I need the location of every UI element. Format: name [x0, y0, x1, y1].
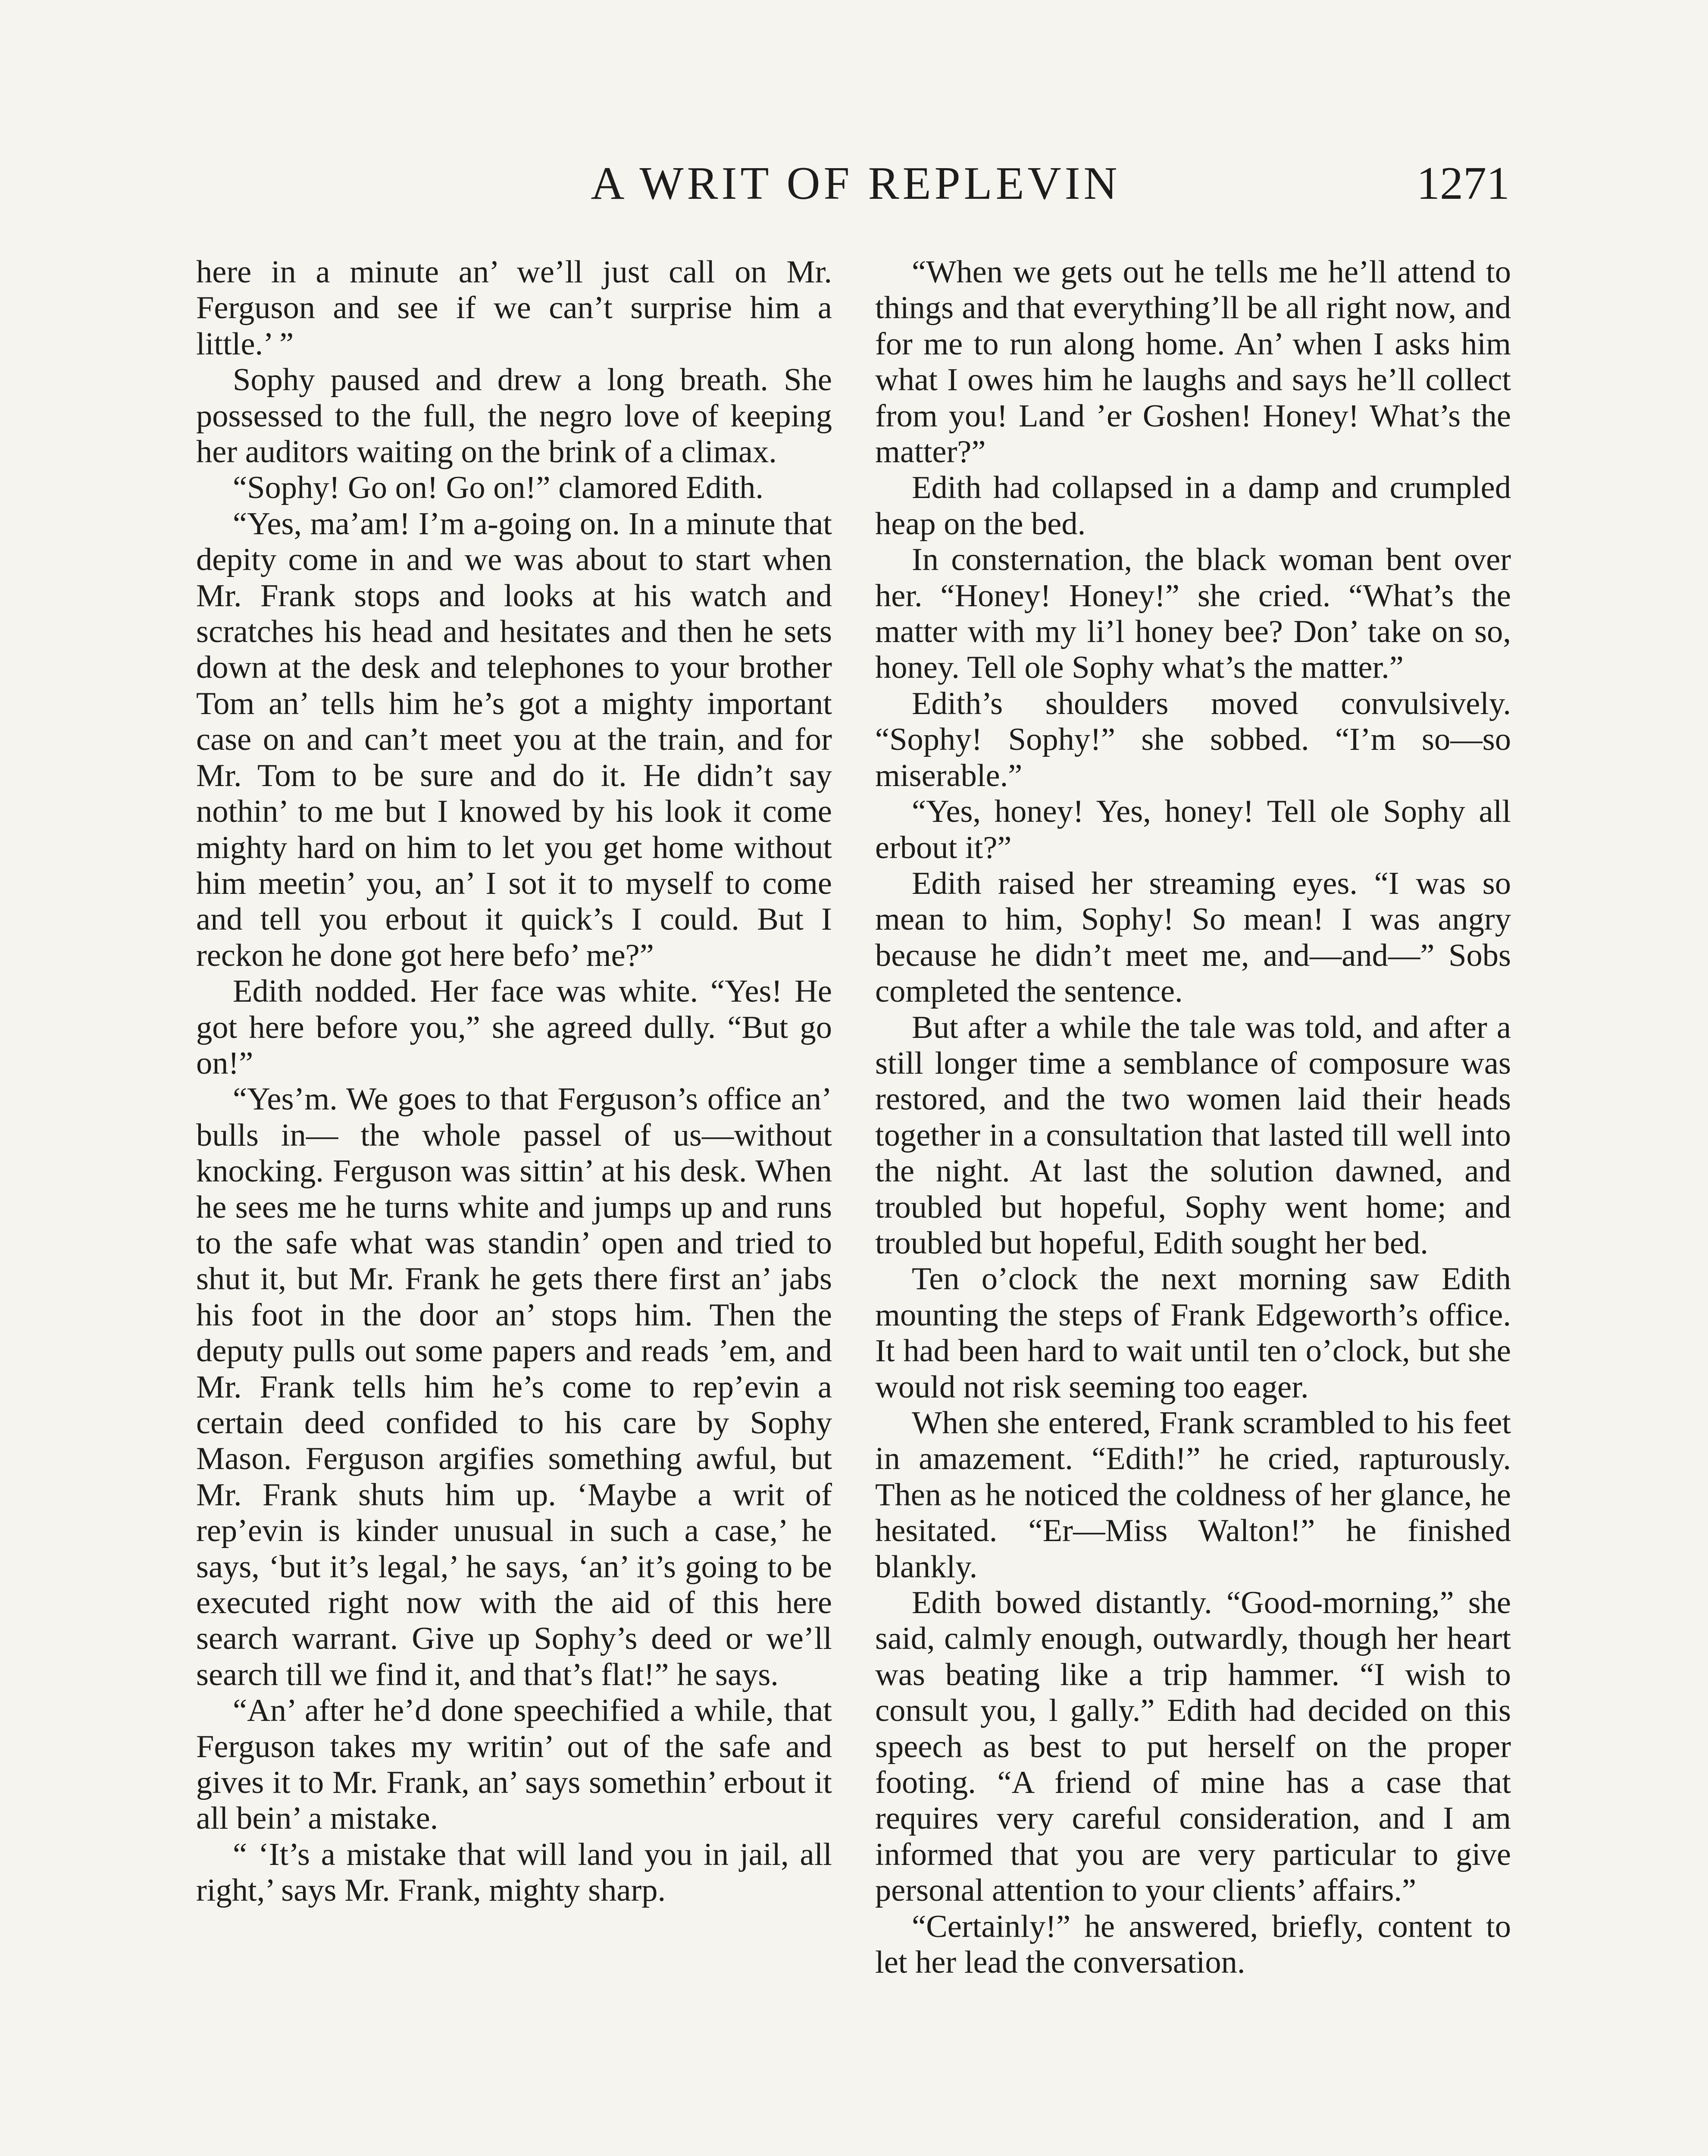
- paragraph: But after a while the tale was told, and after a still longer time a semblance of composure was restored, and the two women laid their heads together in a consultation that lasted till well into the night. At last the solution dawned, and troubled but hopeful, Sophy went home; and troubled but hopeful, Edith sought her bed.: [875, 1009, 1511, 1261]
- paragraph: here in a minute an’ we’ll just call on Mr. Ferguson and see if we can’t surprise him a little.’ ”: [196, 254, 832, 362]
- right-column: [875, 254, 1511, 1981]
- paragraph: “Yes, honey! Yes, honey! Tell ole Sophy all erbout it?”: [875, 794, 1511, 865]
- paragraph: Edith had collapsed in a damp and crumpled heap on the bed.: [875, 470, 1511, 542]
- running-title: A WRIT OF REPLEVIN: [591, 158, 1121, 209]
- paragraph: Ten o’clock the next morning saw Edith mounting the steps of Frank Edgeworth’s office. It had been hard to wait until ten o’clock, but she would not risk seeming too eager.: [875, 1261, 1511, 1405]
- left-column: [196, 254, 832, 1909]
- paragraph: Sophy paused and drew a long breath. She possessed to the full, the negro love of keeping her auditors waiting on the brink of a climax.: [196, 362, 832, 470]
- paragraph: “Yes, ma’am! I’m a-going on. In a minute that depity come in and we was about to start when Mr. Frank stops and looks at his watch and scratches his head and hesitates and then he sets down at the desk and telephones to your brother Tom an’ tells him he’s got a mighty important case on and can’t meet you at the train, and for Mr. Tom to be sure and do it. He didn’t say nothin’ to me but I knowed by his look it come mighty hard on him to let you get home without him meetin’ you, an’ I sot it to myself to come and tell you erbout it quick’s I could. But I reckon he done got here befo’ me?”: [196, 506, 832, 973]
- paragraph: In consternation, the black woman bent over her. “Honey! Honey!” she cried. “What’s the matter with my li’l honey bee? Don’ take on so, honey. Tell ole Sophy what’s the matter.”: [875, 542, 1511, 686]
- page-number: 1271: [1417, 158, 1510, 209]
- paragraph: “Yes’m. We goes to that Ferguson’s office an’ bulls in— the whole passel of us—without knocking. Ferguson was sittin’ at his desk. When he sees me he turns white and jumps up and runs to the safe what was standin’ open and tried to shut it, but Mr. Frank he gets there first an’ jabs his foot in the door an’ stops him. Then the deputy pulls out some papers and reads ’em, and Mr. Frank tells him he’s come to rep’evin a certain deed confided to his care by Sophy Mason. Ferguson argifies something awful, but Mr. Frank shuts him up. ‘Maybe a writ of rep’evin is kinder unusual in such a case,’ he says, ‘but it’s legal,’ he says, ‘an’ it’s going to be executed right now with the aid of this here search warrant. Give up Sophy’s deed or we’ll search till we find it, and that’s flat!” he says.: [196, 1081, 832, 1692]
- paragraph: “Sophy! Go on! Go on!” clamored Edith.: [233, 470, 764, 506]
- paragraph: Edith raised her streaming eyes. “I was so mean to him, Sophy! So mean! I was angry because he didn’t meet me, and—and—” Sobs completed the sentence.: [875, 865, 1511, 1009]
- paragraph: Edith’s shoulders moved convulsively. “Sophy! Sophy!” she sobbed. “I’m so—so miserable.”: [875, 686, 1511, 793]
- paragraph: “When we gets out he tells me he’ll attend to things and that everything’ll be all right now, and for me to run along home. An’ when I asks him what I owes him he laughs and says he’ll collect from you! Land ’er Goshen! Honey! What’s the matter?”: [875, 254, 1511, 470]
- paragraph: Edith nodded. Her face was white. “Yes! He got here before you,” she agreed dully. “But go on!”: [196, 974, 832, 1081]
- paragraph: Edith bowed distantly. “Good-morning,” she said, calmly enough, outwardly, though her heart was beating like a trip hammer. “I wish to consult you, l gally.” Edith had decided on this speech as best to put herself on the proper footing. “A friend of mine has a case that requires very careful consideration, and I am informed that you are very particular to give personal attention to your clients’ affairs.”: [875, 1585, 1511, 1908]
- paragraph: “ ‘It’s a mistake that will land you in jail, all right,’ says Mr. Frank, mighty sharp.: [196, 1836, 832, 1908]
- paragraph: When she entered, Frank scrambled to his feet in amazement. “Edith!” he cried, rapturously. Then as he noticed the coldness of her glance, he hesitated. “Er—Miss Walton!” he finished blankly.: [875, 1405, 1511, 1585]
- paragraph: “An’ after he’d done speechified a while, that Ferguson takes my writin’ out of the safe and gives it to Mr. Frank, an’ says somethin’ erbout it all bein’ a mistake.: [196, 1693, 832, 1836]
- paragraph: “Certainly!” he answered, briefly, content to let her lead the conversation.: [875, 1908, 1511, 1981]
